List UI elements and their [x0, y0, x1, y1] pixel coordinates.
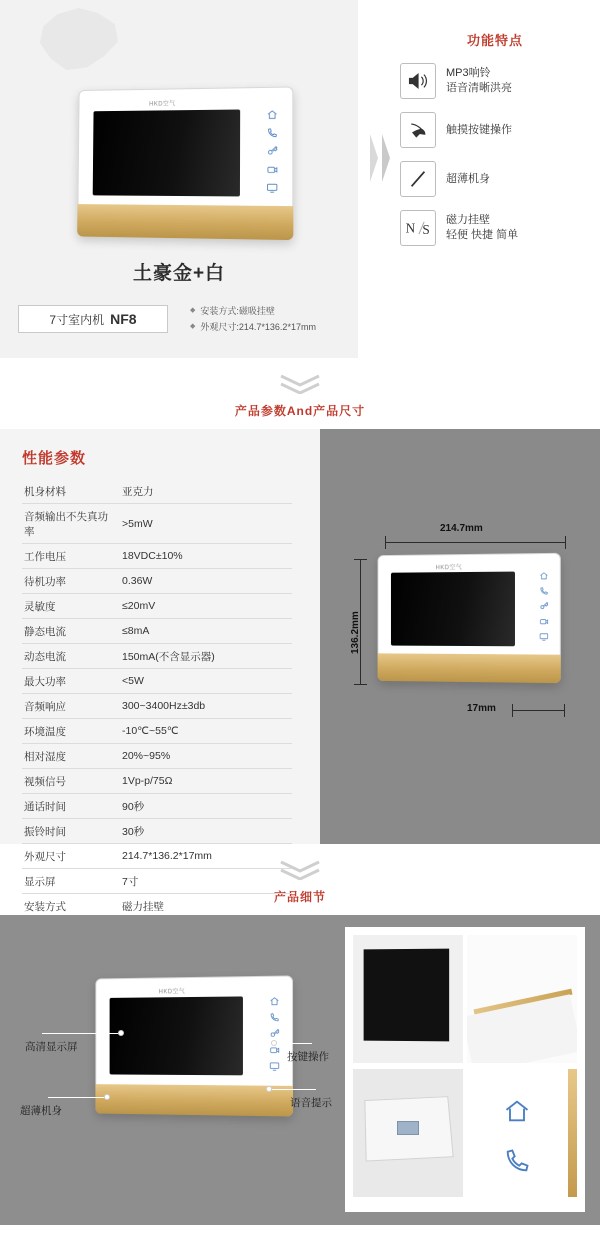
table-row: [22, 744, 292, 769]
model-badge: [18, 305, 168, 333]
device-screen: [93, 109, 240, 196]
table-row: [22, 594, 292, 619]
spec-key: 环境温度: [22, 719, 114, 744]
divider-label: 产品细节: [273, 890, 326, 904]
detail-photo-screen: [353, 935, 463, 1063]
gold-side-strip: [568, 1069, 577, 1197]
detail-photo-gold-edge: [467, 935, 577, 1063]
phone-icon: [269, 1012, 279, 1022]
height-dimension-tick-top: [354, 559, 367, 560]
callout-slim-body: 超薄机身: [20, 1105, 62, 1117]
table-row: [22, 479, 292, 504]
feature-line-1: 超薄机身: [446, 172, 490, 185]
spec-value: 0.36W: [114, 569, 292, 594]
spec-key: 静态电流: [22, 619, 114, 644]
table-row: [22, 869, 292, 894]
spec-key: 视频信号: [22, 769, 114, 794]
height-dimension-label: 136.2mm: [350, 611, 361, 654]
slim-glyph: [407, 168, 429, 190]
phone-icon: [267, 127, 278, 138]
device-logo: HKD空气: [149, 101, 176, 108]
table-row: [22, 769, 292, 794]
table-row: [22, 644, 292, 669]
width-dimension-line: [385, 542, 565, 543]
home-icon: [539, 571, 548, 580]
device-gold-strip: [77, 204, 293, 240]
camera-icon: [267, 164, 278, 175]
touch-hand-icon: [400, 112, 436, 148]
speaker-glyph: [407, 71, 429, 91]
features-title: 功能特点: [466, 33, 523, 48]
device-logo: HKD空气: [158, 989, 186, 996]
callout-line-keys: [276, 1043, 312, 1044]
camera-icon: [539, 617, 548, 626]
table-row: [22, 619, 292, 644]
device-touch-icons: [269, 996, 279, 1071]
model-number: NF8: [110, 311, 137, 327]
hand-glyph: [407, 120, 429, 140]
chevron-shape: [277, 372, 323, 394]
double-arrow-decoration: [368, 132, 394, 189]
feature-row-mp3: [400, 63, 590, 99]
params-title: 性能参数: [22, 450, 87, 467]
device-screen: [391, 572, 515, 647]
spec-value: ≤8mA: [114, 619, 292, 644]
depth-dimension-line: [512, 710, 564, 711]
spec-key: 机身材料: [22, 479, 114, 504]
white-body-surface: [467, 994, 577, 1063]
svg-text:N: N: [405, 220, 416, 236]
table-row: [22, 819, 292, 844]
camera-icon: [269, 1045, 279, 1055]
callout-dot-slim: [104, 1094, 110, 1100]
table-row: [22, 694, 292, 719]
spec-key: 外观尺寸: [22, 844, 114, 869]
hero-device-image: [77, 86, 293, 240]
callout-screen: 高清显示屏: [25, 1041, 78, 1053]
callout-line-screen: [42, 1033, 120, 1034]
width-dimension-tick-right: [565, 536, 566, 549]
width-dimension-tick-left: [385, 536, 386, 549]
feature-line-1: 磁力挂壁: [446, 214, 490, 226]
svg-text:S: S: [422, 222, 430, 238]
details-device-image: [95, 975, 293, 1116]
spec-key: 最大功率: [22, 669, 114, 694]
model-label: 7寸室内机: [49, 312, 105, 327]
magnet-ns-icon: [400, 210, 436, 246]
spec-key: 音频响应: [22, 694, 114, 719]
spec-key: 通话时间: [22, 794, 114, 819]
spec-value: 20%~95%: [114, 744, 292, 769]
depth-dimension-tick-right: [564, 704, 565, 717]
feature-line-1: MP3响铃: [446, 67, 491, 79]
callout-dot-voice: [266, 1086, 272, 1092]
backplate-port: [397, 1121, 419, 1135]
slim-line-icon: [400, 161, 436, 197]
detail-photo-icons: [467, 1069, 577, 1197]
feature-text: [446, 172, 490, 187]
key-icon: [267, 146, 278, 157]
spec-value: <5W: [114, 669, 292, 694]
table-row: [22, 794, 292, 819]
feature-text: [446, 123, 512, 138]
spec-value: >5mW: [114, 504, 292, 544]
hero-spec-list: [190, 303, 316, 335]
key-icon: [269, 1029, 279, 1039]
hero-spec-item: ◆ 安装方式:磁吸挂壁: [190, 303, 316, 319]
home-icon: [269, 996, 279, 1006]
feature-text: [446, 66, 512, 96]
hero-caption: [0, 258, 358, 285]
spec-value: 1Vp-p/75Ω: [114, 769, 292, 794]
phone-icon: [539, 586, 548, 595]
hero-section: [0, 0, 600, 358]
spec-key: 工作电压: [22, 544, 114, 569]
feature-row-magnet: [400, 210, 590, 246]
table-row: [22, 569, 292, 594]
arrow-shape: [368, 132, 394, 184]
spec-value: -10℃~55℃: [114, 719, 292, 744]
height-dimension-tick-bottom: [354, 684, 367, 685]
spec-value: ≤20mV: [114, 594, 292, 619]
width-dimension-label: 214.7mm: [440, 523, 483, 534]
device-touch-icons: [539, 571, 548, 641]
monitor-icon: [266, 182, 277, 193]
divider-label: 产品参数And产品尺寸: [234, 404, 366, 418]
spec-key: 灵敏度: [22, 594, 114, 619]
magnet-glyph: [403, 216, 433, 240]
dimension-device-image: [378, 553, 561, 683]
device-logo: HKD空气: [435, 565, 463, 572]
detail-photo-grid: [345, 927, 585, 1212]
device-screen: [110, 996, 243, 1075]
spec-key: 相对湿度: [22, 744, 114, 769]
feature-line-1: 触摸按键操作: [446, 123, 512, 136]
key-icon: [539, 602, 548, 611]
spec-value: 7寸: [114, 869, 292, 894]
feature-line-2: 轻便 快捷 简单: [446, 229, 519, 241]
feature-text: [446, 213, 518, 243]
depth-dimension-tick-left: [512, 704, 513, 717]
device-touch-icons: [266, 109, 277, 194]
callout-voice-prompt: 语音提示: [290, 1097, 332, 1109]
spec-value: 30秒: [114, 819, 292, 844]
phone-icon: [503, 1147, 531, 1175]
hero-title: 土豪金+白: [132, 263, 226, 284]
spec-value: 90秒: [114, 794, 292, 819]
table-row: [22, 719, 292, 744]
spec-key: 待机功率: [22, 569, 114, 594]
feature-list: [400, 30, 590, 259]
callout-dot-keys: [271, 1040, 277, 1046]
spec-key: 音频输出不失真功率: [22, 504, 114, 544]
spec-value: 18VDC±10%: [114, 544, 292, 569]
speaker-icon: [400, 63, 436, 99]
spec-value: 150mA(不含显示器): [114, 644, 292, 669]
spec-key: 安装方式: [22, 894, 114, 919]
details-section: [0, 915, 600, 1225]
divider-params: [0, 358, 600, 429]
detail-photo-backplate: [353, 1069, 463, 1197]
spec-value: 亚克力: [114, 479, 292, 504]
home-icon: [503, 1097, 531, 1125]
device-gold-strip: [95, 1084, 293, 1117]
spec-key: 显示屏: [22, 869, 114, 894]
monitor-icon: [269, 1061, 279, 1071]
spec-value: 214.7*136.2*17mm: [114, 844, 292, 869]
device-gold-strip: [378, 653, 561, 683]
feature-row-touch: [400, 112, 590, 148]
feature-row-slim: [400, 161, 590, 197]
table-row: [22, 669, 292, 694]
spec-table: [22, 479, 292, 919]
callout-line-voice: [272, 1089, 316, 1090]
screen-closeup: [364, 949, 450, 1042]
callout-dot-screen: [118, 1030, 124, 1036]
spec-key: 振铃时间: [22, 819, 114, 844]
spec-value: 300~3400Hz±3db: [114, 694, 292, 719]
table-row: [22, 504, 292, 544]
home-icon: [267, 109, 278, 120]
depth-dimension-label: 17mm: [467, 703, 496, 714]
spec-key: 动态电流: [22, 644, 114, 669]
callout-line-slim: [48, 1097, 106, 1098]
feature-line-2: 语音清晰洪亮: [446, 82, 512, 94]
monitor-icon: [539, 632, 548, 641]
callout-touch-keys: 按键操作: [287, 1051, 329, 1063]
table-row: [22, 844, 292, 869]
spec-value: 磁力挂壁: [114, 894, 292, 919]
hero-spec-item: ◆ 外观尺寸:214.7*136.2*17mm: [190, 319, 316, 335]
table-row: [22, 544, 292, 569]
chevron-down-icon: [0, 372, 600, 394]
